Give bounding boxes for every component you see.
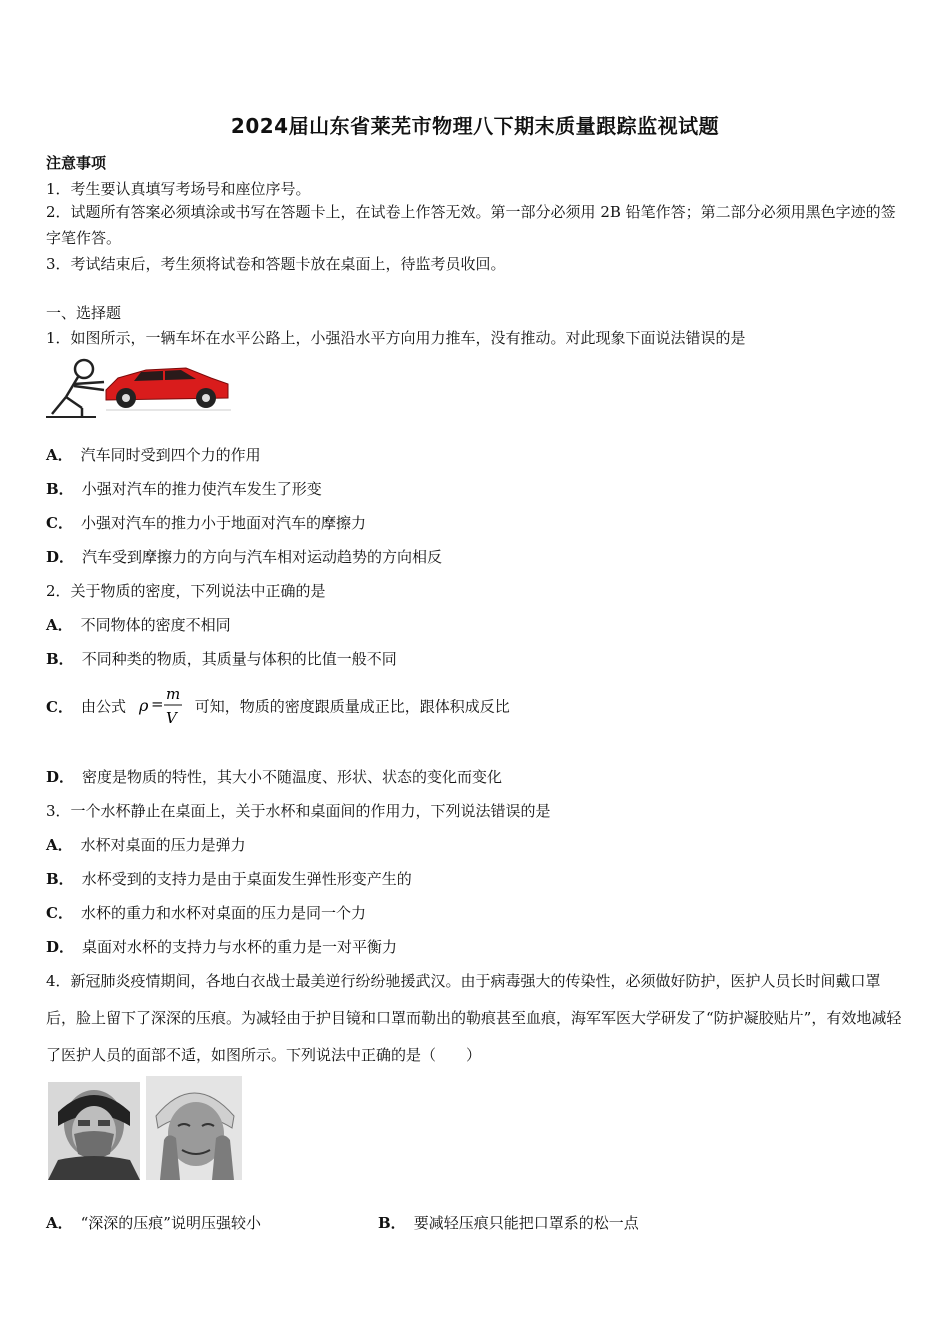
q1-option-b[interactable] bbox=[46, 478, 322, 499]
q1-option-d[interactable] bbox=[46, 546, 442, 567]
option-text: 水杯受到的支持力是由于桌面发生弹性形变产生的 bbox=[81, 870, 412, 888]
medic-face-marks-photo bbox=[146, 1076, 242, 1180]
option-text: 不同物体的密度不相同 bbox=[80, 616, 231, 634]
option-text-post: 可知，物质的密度跟质量成正比，跟体积成反比 bbox=[194, 697, 510, 716]
medic-masked-face-photo bbox=[48, 1082, 140, 1180]
option-label: A． bbox=[46, 836, 73, 854]
formula-lhs: ρ bbox=[138, 696, 149, 715]
option-text: “深深的压痕”说明压强较小 bbox=[80, 1214, 261, 1232]
option-label: B． bbox=[46, 650, 74, 668]
option-label: A． bbox=[46, 1214, 73, 1232]
option-label: B． bbox=[46, 480, 74, 498]
notice-heading: 注意事项 bbox=[46, 154, 107, 172]
option-text: 水杯的重力和水杯对桌面的压力是同一个力 bbox=[80, 904, 366, 922]
formula-denominator: V bbox=[165, 709, 177, 727]
notice-item-1: 1．考生要认真填写考场号和座位序号。 bbox=[46, 180, 311, 198]
question-4-stem: 4．新冠肺炎疫情期间，各地白衣战士最美逆行纷纷驰援武汉。由于病毒强大的传染性，必须做好防护，医护人员长时间戴口罩后，脸上留下了深深的压痕。为减轻由于护目镜和口罩而勒出的勒痕甚至血痕，海军军医大学研发了“防护凝胶贴片”，有效地减轻了医护人员的面部不适，如图所示。下列说法中正确的是（ ） bbox=[46, 972, 902, 1064]
q1-option-a[interactable] bbox=[46, 444, 261, 465]
question-1-stem: 1．如图所示，一辆车坏在水平公路上，小强沿水平方向用力推车，没有推动。对此现象下面说法错误的是 bbox=[46, 329, 746, 347]
option-label: B． bbox=[378, 1214, 406, 1232]
option-text: 汽车同时受到四个力的作用 bbox=[80, 446, 261, 464]
q3-option-a[interactable] bbox=[46, 834, 246, 855]
option-label: C． bbox=[46, 514, 73, 532]
option-label: A． bbox=[46, 616, 73, 634]
q2-option-b[interactable] bbox=[46, 648, 397, 669]
q4-option-b[interactable] bbox=[378, 1212, 639, 1233]
density-formula bbox=[135, 684, 191, 728]
q3-option-c[interactable] bbox=[46, 902, 366, 923]
option-text-pre: 由公式 bbox=[80, 697, 126, 716]
person-pushing-car-illustration bbox=[46, 352, 231, 422]
option-label: A． bbox=[46, 446, 73, 464]
notice-item-2: 2．试题所有答案必须填涂或书写在答题卡上，在试卷上作答无效。第一部分必须用 2B 铅笔作答；第二部分必须用黑色字迹的签字笔作答。 bbox=[46, 203, 896, 247]
option-label: B． bbox=[46, 870, 74, 888]
page-title: 2024届山东省莱芜市物理八下期末质量跟踪监视试题 bbox=[230, 114, 720, 138]
q2-option-c[interactable] bbox=[46, 684, 510, 728]
formula-eq: = bbox=[150, 695, 164, 713]
option-text: 不同种类的物质，其质量与体积的比值一般不同 bbox=[81, 650, 397, 668]
question-3-stem: 3．一个水杯静止在桌面上，关于水杯和桌面间的作用力，下列说法错误的是 bbox=[46, 802, 551, 820]
option-label: C． bbox=[46, 904, 73, 922]
option-text: 小强对汽车的推力使汽车发生了形变 bbox=[81, 480, 322, 498]
option-label: D． bbox=[46, 938, 75, 956]
option-label: C． bbox=[46, 697, 73, 716]
q4-option-a[interactable] bbox=[46, 1212, 261, 1233]
option-text: 汽车受到摩擦力的方向与汽车相对运动趋势的方向相反 bbox=[82, 548, 443, 566]
option-label: D． bbox=[46, 548, 75, 566]
option-text: 水杯对桌面的压力是弹力 bbox=[80, 836, 246, 854]
notice-item-3: 3．考试结束后，考生须将试卷和答题卡放在桌面上，待监考员收回。 bbox=[46, 255, 506, 273]
option-text: 小强对汽车的推力小于地面对汽车的摩擦力 bbox=[80, 514, 366, 532]
option-text: 桌面对水杯的支持力与水杯的重力是一对平衡力 bbox=[82, 938, 398, 956]
q3-option-b[interactable] bbox=[46, 868, 412, 889]
q2-option-d[interactable] bbox=[46, 766, 502, 787]
option-text: 要减轻压痕只能把口罩系的松一点 bbox=[413, 1214, 639, 1232]
section-heading: 一、选择题 bbox=[46, 304, 122, 322]
option-label: D． bbox=[46, 768, 75, 786]
q3-option-d[interactable] bbox=[46, 936, 397, 957]
option-text: 密度是物质的特性，其大小不随温度、形状、状态的变化而变化 bbox=[82, 768, 503, 786]
formula-numerator: m bbox=[165, 685, 180, 703]
question-2-stem: 2．关于物质的密度，下列说法中正确的是 bbox=[46, 582, 326, 600]
q2-option-a[interactable] bbox=[46, 614, 231, 635]
q1-option-c[interactable] bbox=[46, 512, 366, 533]
